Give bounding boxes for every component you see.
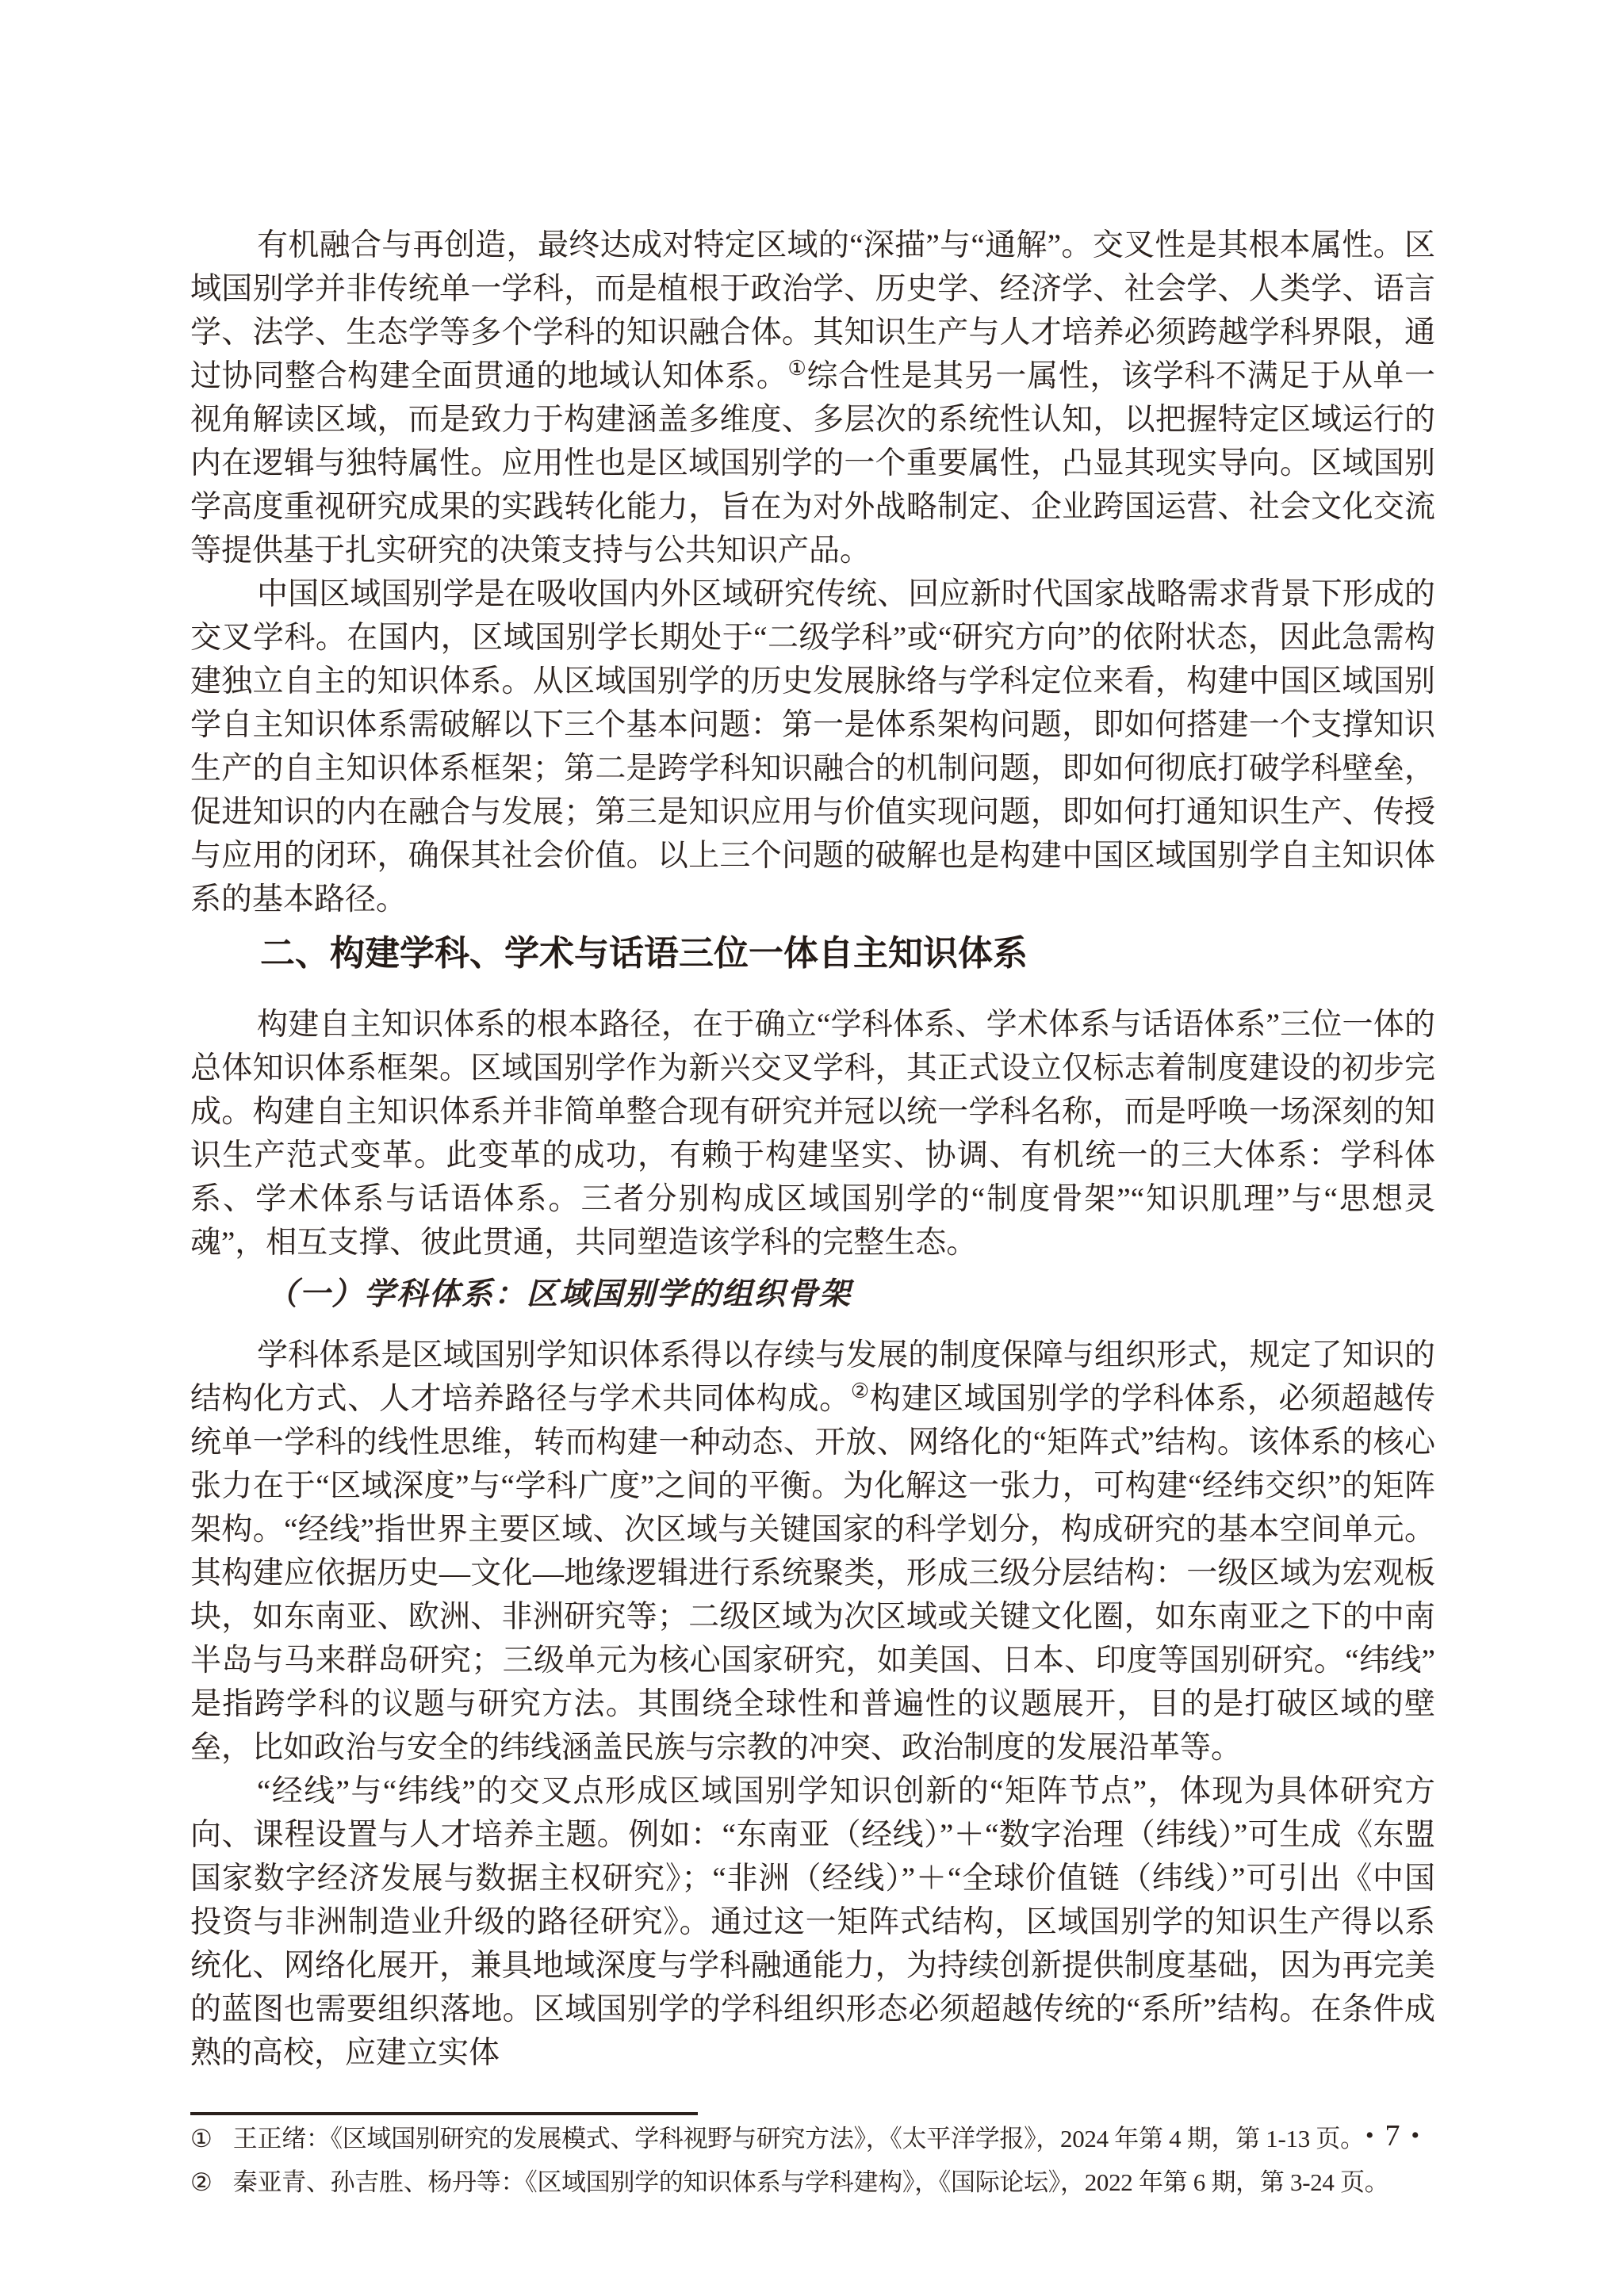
footnote-separator (190, 2112, 698, 2115)
paragraph-1-text-before-ref: 有机融合与再创造，最终达成对特定区域的“深描”与“通解”。交叉性是其根本属性。区域国别学并非传统单一学科，而是植根于政治学、历史学、经济学、社会学、人类学、语言学、法学、生态学等多个学科的知识融合体。其知识生产与人才培养必须跨越学科界限，通过协同整合构建全面贯通的地域认知体系。 (190, 228, 1435, 393)
footnote-2-marker: ② (190, 2168, 213, 2196)
footnote-area (190, 2112, 1435, 2202)
page-number-left-dot: • (1365, 2122, 1374, 2149)
footnote-ref-1: ① (787, 357, 807, 380)
paragraph-2: 中国区域国别学是在吸收国内外区域研究传统、回应新时代国家战略需求背景下形成的交叉学科。在国内，区域国别学长期处于“二级学科”或“研究方向”的依附状态，因此急需构建独立自主的知识体系。从区域国别学的历史发展脉络与学科定位来看，构建中国区域国别学自主知识体系需破解以下三个基本问题：第一是体系架构问题，即如何搭建一个支撑知识生产的自主知识体系框架；第二是跨学科知识融合的机制问题，即如何彻底打破学科壁垒，促进知识的内在融合与发展；第三是知识应用与价值实现问题，即如何打通知识生产、传授与应用的闭环，确保其社会价值。以上三个问题的破解也是构建中国区域国别学自主知识体系的基本路径。 (190, 577, 1435, 916)
paragraph-4-text-after-ref: 构建区域国别学的学科体系，必须超越传统单一学科的线性思维，转而构建一种动态、开放、网络化的“矩阵式”结构。该体系的核心张力在于“区域深度”与“学科广度”之间的平衡。为化解这一张力，可构建“经纬交织”的矩阵架构。“经线”指世界主要区域、次区域与关键国家的科学划分，构成研究的基本空间单元。其构建应依据历史—文化—地缘逻辑进行系统聚类，形成三级分层结构：一级区域为宏观板块，如东南亚、欧洲、非洲研究等；二级区域为次区域或关键文化圈，如东南亚之下的中南半岛与马来群岛研究；三级单元为核心国家研究，如美国、日本、印度等国别研究。“纬线”是指跨学科的议题与研究方法。其围绕全球性和普遍性的议题展开，目的是打破区域的壁垒，比如政治与安全的纬线涵盖民族与宗教的冲突、政治制度的发展沿革等。 (190, 1382, 1435, 1765)
footnote-1 (190, 2119, 1435, 2159)
footnote-ref-2: ② (850, 1380, 870, 1402)
footnote-1-marker: ① (190, 2125, 213, 2152)
paragraph-3: 构建自主知识体系的根本路径，在于确立“学科体系、学术体系与话语体系”三位一体的总体知识体系框架。区域国别学作为新兴交叉学科，其正式设立仅标志着制度建设的初步完成。构建自主知识体系并非简单整合现有研究并冠以统一学科名称，而是呼唤一场深刻的知识生产范式变革。此变革的成功，有赖于构建坚实、协调、有机统一的三大体系：学科体系、学术体系与话语体系。三者分别构成区域国别学的“制度骨架”“知识肌理”与“思想灵魂”，相互支撑、彼此贯通，共同塑造该学科的完整生态。 (190, 1008, 1435, 1260)
subsection-heading: （一）学科体系：区域国别学的组织骨架 (266, 1277, 852, 1311)
footnote-1-text: 王正绪：《区域国别研究的发展模式、学科视野与研究方法》，《太平洋学报》，2024 年第 4 期，第 1-13 页。 (232, 2125, 1365, 2152)
paragraph-4-text-before-ref: 学科体系是区域国别学知识体系得以存续与发展的制度保障与组织形式，规定了知识的结构化方式、人才培养路径与学术共同体构成。 (190, 1338, 1435, 1416)
footnote-2-text: 秦亚青、孙吉胜、杨丹等：《区域国别学的知识体系与学科建构》，《国际论坛》，2022 年第 6 期，第 3-24 页。 (232, 2168, 1389, 2196)
paragraph-1-text-after-ref: 综合性是其另一属性，该学科不满足于从单一视角解读区域，而是致力于构建涵盖多维度、多层次的系统性认知，以把握特定区域运行的内在逻辑与独特属性。应用性也是区域国别学的一个重要属性，凸显其现实导向。区域国别学高度重视研究成果的实践转化能力，旨在为对外战略制定、企业跨国运营、社会文化交流等提供基于扎实研究的决策支持与公共知识产品。 (190, 359, 1435, 568)
paragraph-1 (190, 224, 1435, 572)
page-number (1365, 2115, 1419, 2156)
paragraph-4 (190, 1334, 1435, 1770)
page-number-value: 7 (1385, 2119, 1400, 2152)
section-heading: 二、构建学科、学术与话语三位一体自主知识体系 (260, 934, 1028, 973)
page-number-right-dot: • (1411, 2122, 1419, 2149)
paragraph-5: “经线”与“纬线”的交叉点形成区域国别学知识创新的“矩阵节点”，体现为具体研究方向、课程设置与人才培养主题。例如：“东南亚（经线）”＋“数字治理（纬线）”可生成《东盟国家数字经济发展与数据主权研究》；“非洲（经线）”＋“全球价值链（纬线）”可引出《中国投资与非洲制造业升级的路径研究》。通过这一矩阵式结构，区域国别学的知识生产得以系统化、网络化展开，兼具地域深度与学科融通能力，为持续创新提供制度基础，因为再完美的蓝图也需要组织落地。区域国别学的学科组织形态必须超越传统的“系所”结构。在条件成熟的高校，应建立实体 (190, 1774, 1435, 2070)
footnote-2 (190, 2163, 1435, 2202)
page-content (190, 224, 1435, 2202)
